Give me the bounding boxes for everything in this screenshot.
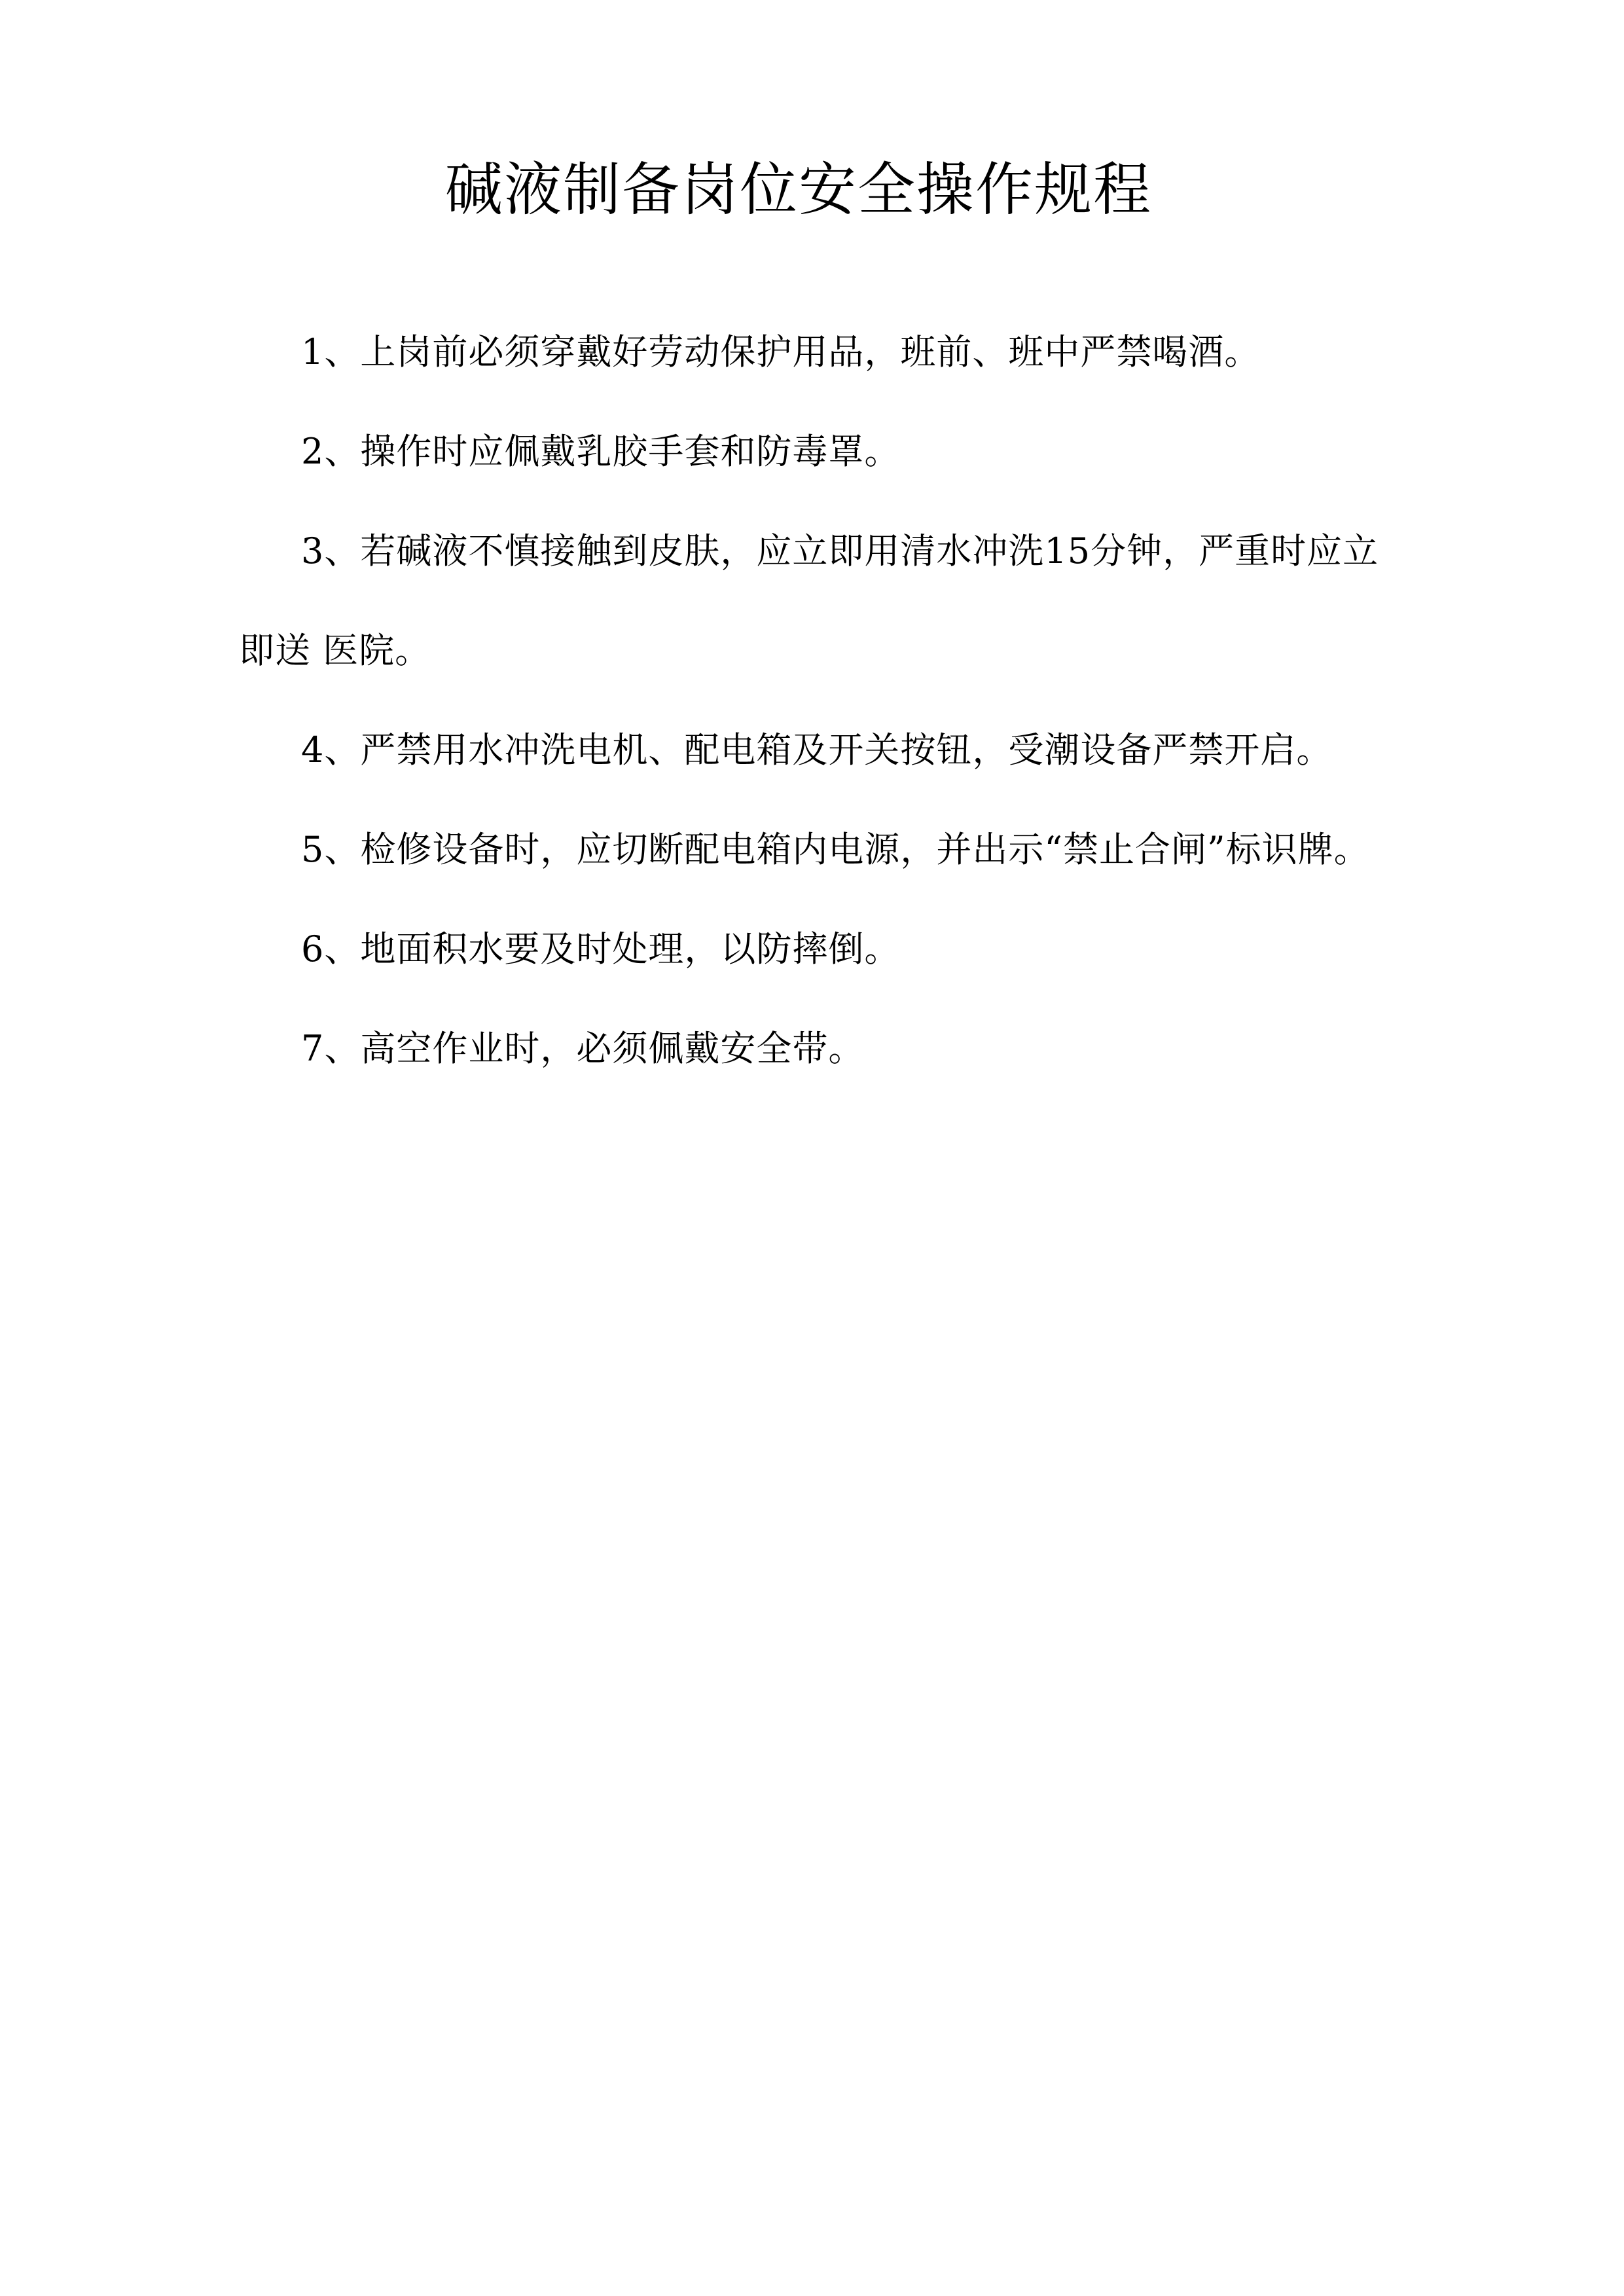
rule-item-4: 4、严禁用水冲洗电机、配电箱及开关按钮，受潮设备严禁开启。 [301, 729, 1333, 771]
rule-item-2: 2、操作时应佩戴乳胶手套和防毒罩。 [301, 431, 901, 472]
rule-item-3: 3、若碱液不慎接触到皮肤，应立即用清水冲洗15分钟，严重时应立即送 医院。 [239, 530, 1379, 671]
rule-item-7: 7、高空作业时，必须佩戴安全带。 [301, 1028, 865, 1069]
rule-item-5: 5、检修设备时，应切断配电箱内电源，并出示“禁止合闸”标识牌。 [301, 829, 1370, 870]
document-title: 碱液制备岗位安全操作规程 [444, 156, 1152, 223]
rule-item-1: 1、上岗前必须穿戴好劳动保护用品，班前、班中严禁喝酒。 [301, 331, 1261, 373]
rules-list [239, 302, 1411, 1099]
rule-item-6: 6、地面积水要及时处理，以防摔倒。 [301, 928, 901, 970]
